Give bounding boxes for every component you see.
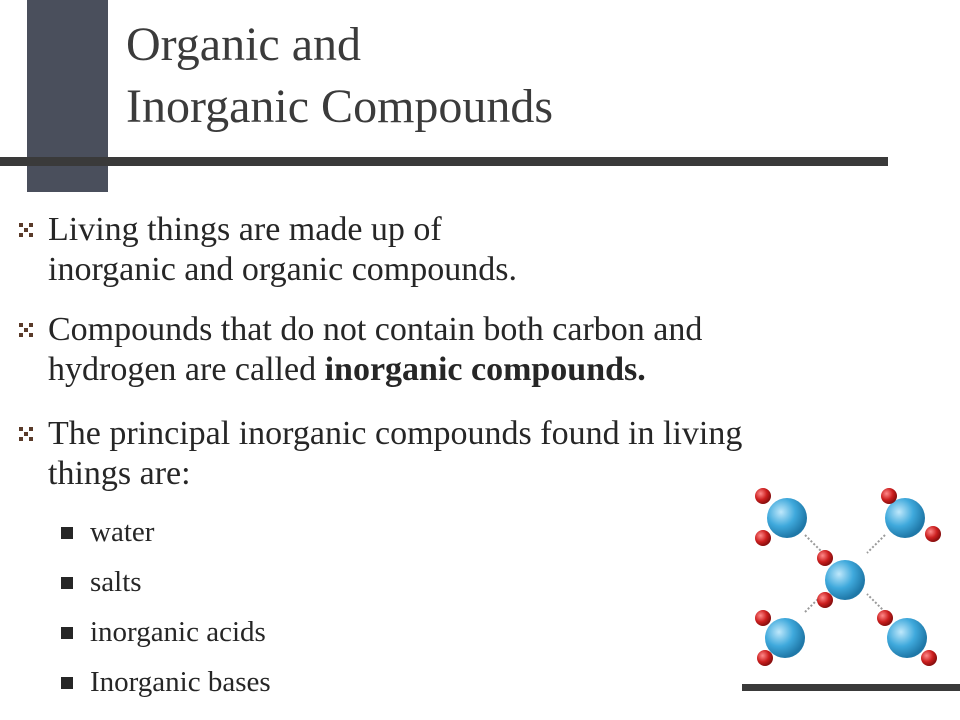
square-bullet-icon xyxy=(61,677,73,689)
bullet-1-line-1: Living things are made up of xyxy=(48,211,442,248)
sub-item-inorganic-acids xyxy=(90,614,266,650)
bottom-divider xyxy=(742,684,960,691)
water-molecules-icon xyxy=(745,480,945,670)
bullet-item-2 xyxy=(48,310,928,390)
bullet-3-line-2: things are: xyxy=(48,455,191,492)
inorganic-compounds-term: inorganic compounds. xyxy=(324,351,646,388)
sub-item-label: salts xyxy=(90,566,142,598)
slide-title-line-2: Inorganic Compounds xyxy=(126,80,554,133)
slide-title xyxy=(126,14,553,138)
bullet-marker-icon xyxy=(16,320,36,340)
bullet-2-line-2 xyxy=(48,350,928,390)
sub-item-water xyxy=(90,514,154,550)
sub-item-inorganic-bases xyxy=(90,664,271,700)
bullet-2-line-1: Compounds that do not contain both carbon and xyxy=(48,311,703,348)
square-bullet-icon xyxy=(61,577,73,589)
title-divider xyxy=(0,157,888,166)
slide-title-line-1: Organic and xyxy=(126,18,362,71)
bullet-marker-icon xyxy=(16,424,36,444)
sub-item-salts xyxy=(90,564,142,600)
sub-item-label: Inorganic bases xyxy=(90,666,271,698)
bullet-item-1 xyxy=(48,210,928,290)
bullet-1-line-2: inorganic and organic compounds. xyxy=(48,251,517,288)
bullet-2-line-2-text: hydrogen are called xyxy=(48,351,325,388)
sub-item-label: water xyxy=(90,516,155,548)
bullet-marker-icon xyxy=(16,220,36,240)
square-bullet-icon xyxy=(61,527,73,539)
square-bullet-icon xyxy=(61,627,73,639)
bullet-3-line-1: The principal inorganic compounds found in living xyxy=(48,415,743,452)
sub-item-label: inorganic acids xyxy=(90,616,266,648)
